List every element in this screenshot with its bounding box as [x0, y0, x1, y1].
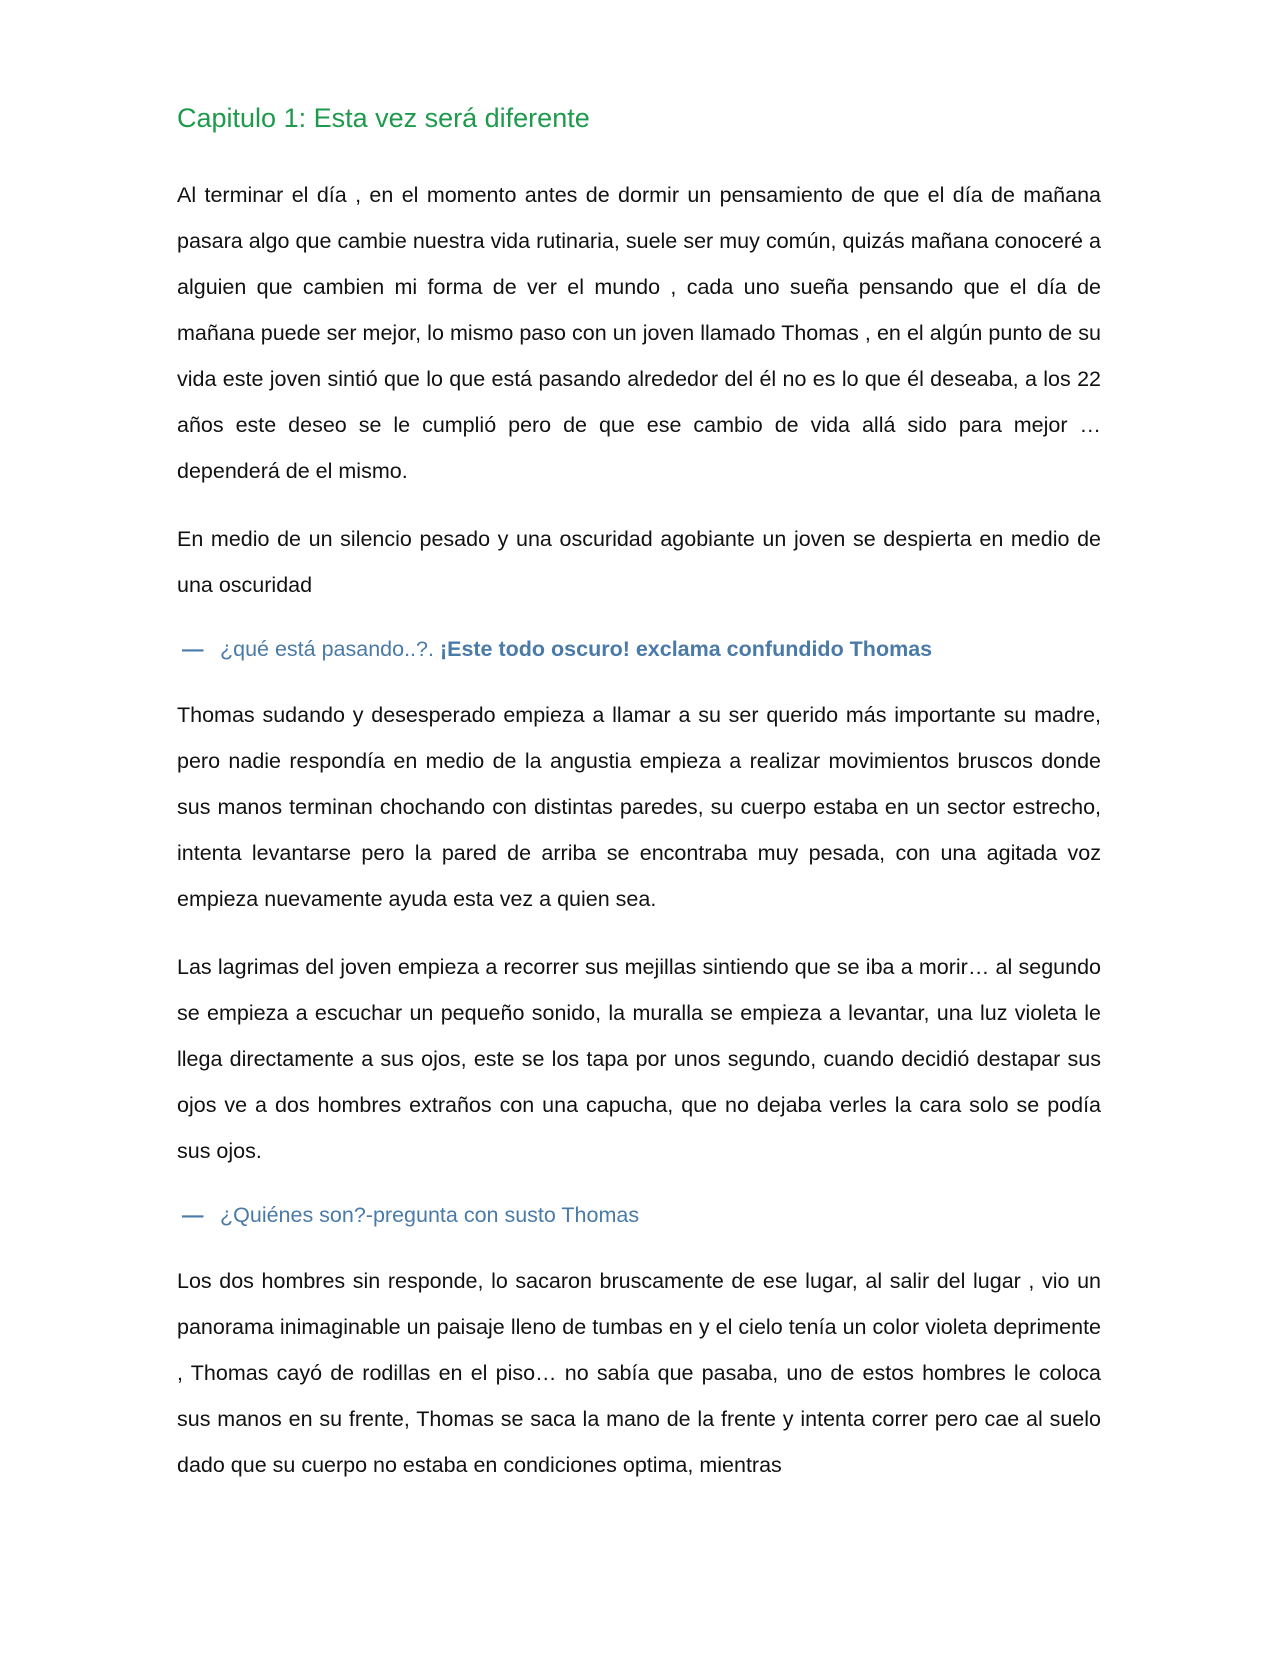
dialogue-line-2 — [182, 1192, 1101, 1238]
dialogue-exclamation: ¡Este todo oscuro! exclama confundido Thomas — [439, 636, 933, 661]
dialogue-who-are-you: ¿Quiénes son?-pregunta con susto Thomas — [220, 1202, 640, 1227]
paragraph-tears: Las lagrimas del joven empieza a recorrer sus mejillas sintiendo que se iba a morir… al segundo se empieza a escuchar un pequeño sonido, la muralla se empieza a levantar, una luz violeta le llega directamente a sus ojos, este se los tapa por unos segundo, cuando decidió destapar sus ojos ve a dos hombres extraños con una capucha, que no dejaba verles la cara solo se podía sus ojos. — [177, 954, 1101, 1163]
dialogue-question: ¿qué está pasando..?. — [220, 636, 440, 661]
paragraph-darkness: En medio de un silencio pesado y una oscuridad agobiante un joven se despierta en medio de una oscuridad — [177, 526, 1101, 597]
paragraph-landscape: Los dos hombres sin responde, lo sacaron bruscamente de ese lugar, al salir del lugar , vio un panorama inimaginable un paisaje lleno de tumbas en y el cielo tenía un color violeta deprimente , Thomas cayó de rodillas en el piso… no sabía que pasaba, uno de estos hombres le coloca sus manos en su frente, Thomas se saca la mano de la frente y intenta correr pero cae al suelo dado que su cuerpo no estaba en condiciones optima, mientras — [177, 1268, 1101, 1477]
dialogue-dash: — — [182, 1202, 204, 1227]
dialogue-dash: — — [182, 636, 204, 661]
paragraph-intro: Al terminar el día , en el momento antes de dormir un pensamiento de que el día de mañana pasara algo que cambie nuestra vida rutinaria, suele ser muy común, quizás mañana conoceré a alguien que cambien mi forma de ver el mundo , cada uno sueña pensando que el día de mañana puede ser mejor, lo mismo paso con un joven llamado Thomas , en el algún punto de su vida este joven sintió que lo que está pasando alrededor del él no es lo que él deseaba, a los 22 años este deseo se le cumplió pero de que ese cambio de vida allá sido para mejor … dependerá de el mismo. — [177, 182, 1101, 483]
paragraph-panic: Thomas sudando y desesperado empieza a llamar a su ser querido más importante su madre, pero nadie respondía en medio de la angustia empieza a realizar movimientos bruscos donde sus manos terminan chochando con distintas paredes, su cuerpo estaba en un sector estrecho, intenta levantarse pero la pared de arriba se encontraba muy pesada, con una agitada voz empieza nuevamente ayuda esta vez a quien sea. — [177, 702, 1101, 911]
document-page — [177, 100, 1101, 1510]
dialogue-line-1 — [182, 626, 1101, 672]
chapter-title: Capitulo 1: Esta vez será diferente — [177, 103, 590, 133]
